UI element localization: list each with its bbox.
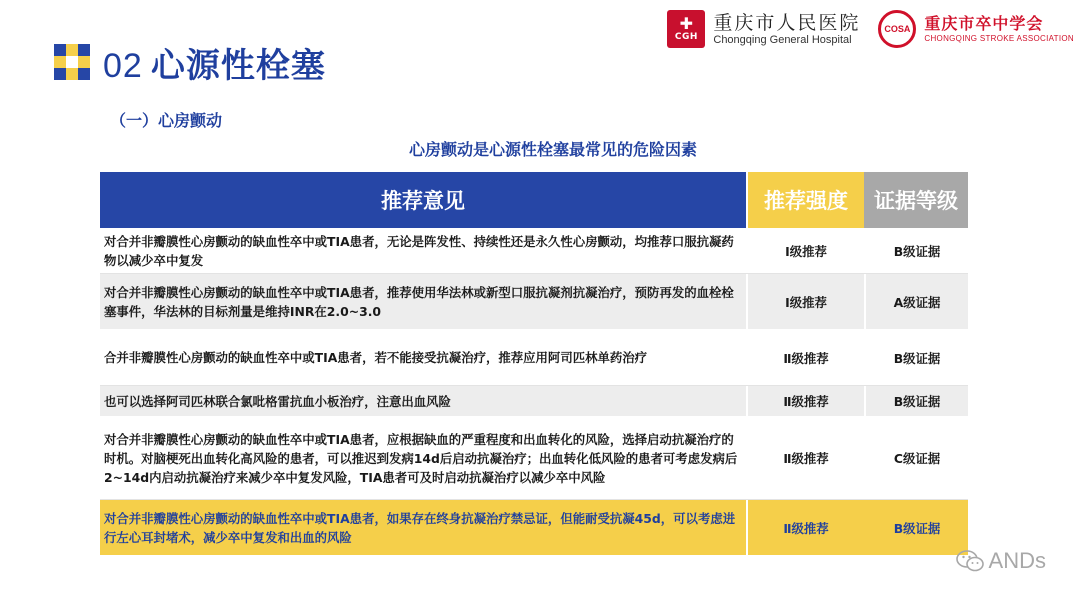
row-opinion: 也可以选择阿司匹林联合氯吡格雷抗血小板治疗，注意出血风险 — [100, 386, 746, 416]
wechat-icon — [955, 549, 985, 573]
hospital-name — [713, 12, 860, 46]
hospital-name-en: Chongqing General Hospital — [713, 34, 852, 46]
table-caption — [0, 137, 1080, 160]
watermark-text: ANDs — [988, 548, 1046, 573]
watermark — [955, 548, 1046, 574]
row-strength: Ⅱ级推荐 — [748, 330, 864, 385]
section-number: 02 — [103, 47, 143, 85]
association-seal-icon — [878, 10, 916, 48]
table-row — [100, 228, 968, 274]
header-evidence: 证据等级 — [864, 172, 968, 228]
row-opinion: 对合并非瓣膜性心房颤动的缺血性卒中或TIA患者，应根据缺血的严重程度和出血转化的风险，选择启动抗凝治疗的时机。对脑梗死出血转化高风险的患者，可以推迟到发病14d后启动抗凝治疗；出血转化低风险的患者可考虑发病后2~14d内启动抗凝治疗来减少卒中复发风险，TIA患者可及时启动抗凝治疗以减少卒中风险 — [100, 417, 746, 499]
table-caption-text: 心房颤动是心源性栓塞最常见的危险因素 — [408, 140, 697, 159]
table-row — [100, 274, 968, 330]
page-title — [103, 38, 326, 87]
row-opinion: 合并非瓣膜性心房颤动的缺血性卒中或TIA患者，若不能接受抗凝治疗，推荐应用阿司匹林单药治疗 — [100, 330, 746, 385]
row-strength: Ⅰ级推荐 — [748, 228, 864, 273]
section-title: 心源性栓塞 — [150, 46, 326, 86]
row-evidence: B级证据 — [864, 500, 968, 555]
cross-icon: ✚ — [679, 14, 694, 33]
row-evidence: B级证据 — [864, 228, 968, 273]
hospital-name-cn: 重庆市人民医院 — [713, 12, 861, 34]
row-evidence: A级证据 — [864, 274, 968, 329]
title-squares-icon — [54, 44, 90, 80]
header-opinion: 推荐意见 — [100, 172, 746, 228]
row-evidence: B级证据 — [864, 330, 968, 385]
table-row — [100, 417, 968, 500]
header-logos — [667, 10, 1074, 48]
table-header — [100, 172, 968, 228]
row-opinion: 对合并非瓣膜性心房颤动的缺血性卒中或TIA患者，如果存在终身抗凝治疗禁忌证，但能耐受抗凝45d，可以考虑进行左心耳封堵术，减少卒中复发和出血的风险 — [100, 500, 746, 555]
row-opinion: 对合并非瓣膜性心房颤动的缺血性卒中或TIA患者，无论是阵发性、持续性还是永久性心房颤动，均推荐口服抗凝药物以减少卒中复发 — [100, 228, 746, 273]
association-name-en: CHONGQING STROKE ASSOCIATION — [924, 34, 1074, 43]
row-strength: Ⅱ级推荐 — [748, 500, 864, 555]
association-seal-text: COSA — [884, 24, 911, 34]
row-strength: Ⅱ级推荐 — [748, 417, 864, 499]
row-strength: Ⅰ级推荐 — [748, 274, 864, 329]
association-name-cn: 重庆市卒中学会 — [924, 14, 1044, 33]
recommendation-table — [100, 172, 968, 556]
table-row-highlighted — [100, 500, 968, 556]
hospital-logo — [667, 10, 705, 48]
row-strength: Ⅱ级推荐 — [748, 386, 864, 416]
header-strength: 推荐强度 — [748, 172, 864, 228]
association-name — [924, 14, 1074, 44]
row-opinion: 对合并非瓣膜性心房颤动的缺血性卒中或TIA患者，推荐使用华法林或新型口服抗凝剂抗凝治疗，预防再发的血栓栓塞事件，华法林的目标剂量是维持INR在2.0~3.0 — [100, 274, 746, 329]
table-row — [100, 386, 968, 417]
row-evidence: C级证据 — [864, 417, 968, 499]
subheading: （一）心房颤动 — [110, 111, 223, 130]
hospital-logo-text: CGH — [674, 32, 698, 42]
table-row — [100, 330, 968, 386]
row-evidence: B级证据 — [864, 386, 968, 416]
